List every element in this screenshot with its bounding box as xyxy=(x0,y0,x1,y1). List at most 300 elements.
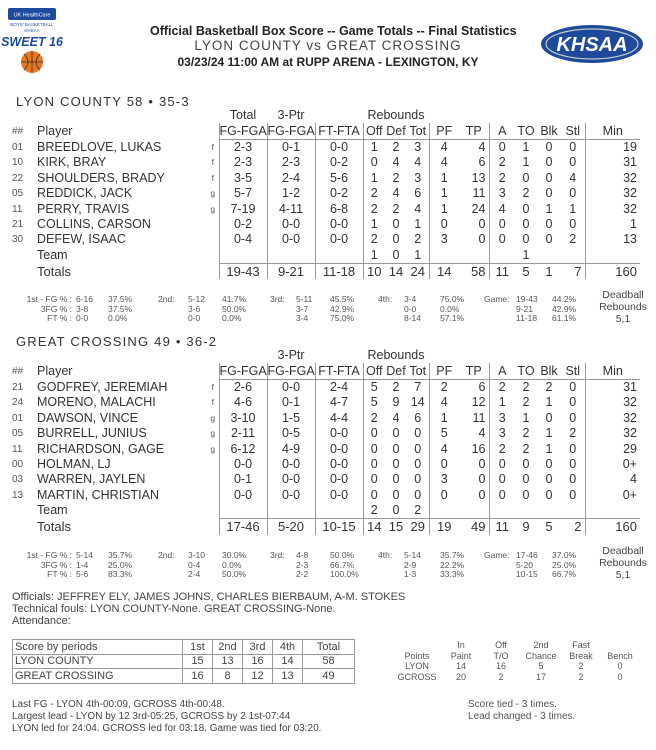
total-a: 11 xyxy=(489,519,515,535)
stat-tot: 1 xyxy=(414,216,422,231)
header-fg: FG-FGA xyxy=(219,363,267,378)
pct-value: 35.7% xyxy=(440,550,465,560)
spacer xyxy=(207,248,219,264)
stat-tot: 0 xyxy=(414,472,422,487)
score-tied-note: Score tied - 3 times. xyxy=(468,699,557,710)
stat-ft: 0-0 xyxy=(315,426,363,441)
pct-value: 17-46 xyxy=(516,550,538,560)
stat-pts: 6 xyxy=(478,379,486,394)
header-total xyxy=(219,348,267,363)
stat-to: 0 xyxy=(522,170,530,185)
stat-min: 4 xyxy=(585,472,640,487)
pct-value: 3-4 xyxy=(404,294,417,304)
spacer xyxy=(37,108,207,123)
total-ft: 10-15 xyxy=(315,519,363,535)
player-number: 21 xyxy=(12,381,24,393)
header-fg: FG-FGA xyxy=(219,123,267,138)
stat-ft: 4-4 xyxy=(315,411,363,426)
stat-min: 31 xyxy=(585,379,640,395)
player-name: SHOULDERS, BRADY xyxy=(37,170,165,185)
player-number: 01 xyxy=(12,141,24,153)
stat-def: 4 xyxy=(392,186,400,201)
total-to: 5 xyxy=(515,263,537,279)
pct-value: 37.0% xyxy=(552,550,577,560)
stat-blk: 0 xyxy=(545,487,553,502)
pct-value: 3FG % : xyxy=(40,303,72,314)
stat-blk: 0 xyxy=(545,456,553,471)
spacer xyxy=(207,503,219,519)
points-breakdown-table xyxy=(394,640,640,682)
stat-tot: 6 xyxy=(414,410,422,425)
total-ft: 11-18 xyxy=(315,263,363,279)
stat-def: 0 xyxy=(392,426,400,441)
header-tp: FG-FGA xyxy=(267,363,315,378)
player-position xyxy=(207,232,219,247)
pct-value: 0-0 xyxy=(404,303,417,314)
period-header: 3rd xyxy=(243,640,273,655)
stat-off: 1 xyxy=(363,139,385,155)
player-position: f xyxy=(211,381,214,392)
team-row-label: Team xyxy=(37,247,68,262)
stat-stl: 0 xyxy=(569,410,577,425)
period-header: 4th xyxy=(273,640,303,655)
spacer xyxy=(537,108,561,123)
total-min: 160 xyxy=(585,263,640,279)
spacer xyxy=(489,108,515,123)
stat-pts: 4 xyxy=(478,426,486,441)
stat-def: 0 xyxy=(392,232,400,247)
period-header: Score by periods xyxy=(13,640,183,655)
total-off: 14 xyxy=(363,519,385,535)
stat-def: 2 xyxy=(392,170,400,185)
stat-off: 0 xyxy=(363,426,385,441)
stat-ft: 0-0 xyxy=(315,217,363,232)
points-value: 0 xyxy=(617,671,623,682)
header-3ptr: 3-Ptr xyxy=(277,108,305,123)
stat-tot: 3 xyxy=(414,139,422,154)
stat-fg: 6-12 xyxy=(219,441,267,456)
stat-tp: 4-9 xyxy=(267,441,315,456)
pct-value: 83.3% xyxy=(108,569,133,579)
stat-ft: 0-0 xyxy=(315,472,363,487)
stat-to: 2 xyxy=(522,186,530,201)
total-def: 15 xyxy=(385,519,407,535)
team-off: 2 xyxy=(363,503,385,519)
stat-def: 0 xyxy=(392,441,400,456)
stat-min: 13 xyxy=(585,232,640,247)
points-header: Fast xyxy=(572,640,590,651)
team-a xyxy=(489,503,515,519)
period-score: 16 xyxy=(243,654,273,669)
team-fg xyxy=(219,248,267,264)
stat-off: 2 xyxy=(363,411,385,426)
team-min xyxy=(585,503,640,519)
stat-blk: 2 xyxy=(545,379,553,394)
stat-tp: 2-3 xyxy=(267,155,315,170)
player-name: PERRY, TRAVIS xyxy=(37,201,130,216)
header-stl: Stl xyxy=(561,363,585,379)
stat-min: 32 xyxy=(585,201,640,216)
table-row xyxy=(12,217,640,232)
table-row xyxy=(12,232,640,247)
pct-value: 4th: xyxy=(378,550,393,560)
stat-tp: 0-1 xyxy=(267,395,315,410)
svg-text:UK HealthCare: UK HealthCare xyxy=(13,12,51,19)
largest-lead-line: Largest lead - LYON by 12 3rd-05:25, GCROSS by 2 1st-07:44 xyxy=(12,711,291,722)
player-number: 21 xyxy=(12,218,24,230)
stat-tot: 14 xyxy=(410,395,425,410)
stat-tot: 2 xyxy=(414,232,422,247)
stat-tp: 0-0 xyxy=(267,457,315,472)
deadball-rebounds: Deadball xyxy=(602,289,644,301)
table-row xyxy=(12,457,640,472)
spacer xyxy=(12,108,37,123)
stat-tot: 4 xyxy=(414,201,422,216)
spacer xyxy=(207,519,219,535)
team-title: LYON COUNTY 58 • 35-3 xyxy=(16,94,190,109)
stat-def: 0 xyxy=(392,487,400,502)
pct-value: 3-6 xyxy=(188,303,201,314)
table-row xyxy=(13,669,355,684)
team-pf xyxy=(429,503,459,519)
stat-stl: 2 xyxy=(569,426,577,441)
stat-ft: 0-0 xyxy=(315,457,363,472)
points-value: 16 xyxy=(495,661,506,672)
pct-value: 0.0% xyxy=(222,559,242,570)
stat-tp: 4-11 xyxy=(267,201,315,216)
stat-def: 0 xyxy=(392,216,400,231)
player-position xyxy=(207,217,219,232)
total-tot: 24 xyxy=(407,263,429,279)
stat-fg: 0-1 xyxy=(219,472,267,487)
pct-value: 44.2% xyxy=(552,294,577,304)
pct-value: 5-12 xyxy=(188,294,206,304)
pct-value: 75.0% xyxy=(330,313,355,323)
pct-value: 9-21 xyxy=(516,303,534,314)
stat-ft: 5-6 xyxy=(315,171,363,186)
stat-blk: 0 xyxy=(545,216,553,231)
table-row xyxy=(12,411,640,426)
stat-a: 4 xyxy=(489,201,515,216)
stat-to: 2 xyxy=(522,395,530,410)
stat-fg: 4-6 xyxy=(219,395,267,410)
spacer xyxy=(12,348,37,363)
table-row xyxy=(12,186,640,201)
points-value: 20 xyxy=(455,671,466,682)
stat-tp: 2-4 xyxy=(267,171,315,186)
team-blk xyxy=(537,503,561,519)
pct-value: 30.0% xyxy=(222,550,247,560)
game-date-venue: 03/23/24 11:00 AM at RUPP ARENA - LEXINGTON, KY xyxy=(177,55,479,69)
pct-value: 0-0 xyxy=(76,313,89,323)
pct-value: 2-2 xyxy=(296,569,309,579)
header-stl: Stl xyxy=(561,123,585,139)
pct-value: 61.1% xyxy=(552,313,577,323)
total-blk: 1 xyxy=(537,263,561,279)
stat-a: 0 xyxy=(489,139,515,155)
deadball-rebounds: Deadball xyxy=(602,545,644,557)
player-number: 05 xyxy=(12,428,24,440)
stat-pts: 0 xyxy=(478,487,486,502)
points-value: 2 xyxy=(498,671,504,682)
stat-min: 32 xyxy=(585,186,640,201)
pct-value: 3-4 xyxy=(296,313,309,323)
stat-def: 0 xyxy=(392,472,400,487)
header-tp: FG-FGA xyxy=(267,123,315,138)
player-number: 01 xyxy=(12,412,24,424)
pct-value: 5-11 xyxy=(296,294,313,304)
stat-pf: 1 xyxy=(429,186,459,201)
pct-value: 3-10 xyxy=(188,550,206,560)
spacer xyxy=(585,108,640,123)
deadball-rebounds: 5,1 xyxy=(615,569,631,581)
stat-off: 1 xyxy=(363,217,385,232)
pct-value: Game: xyxy=(484,550,510,560)
header-player: Player xyxy=(37,363,73,378)
player-position: f xyxy=(211,397,214,408)
stat-stl: 0 xyxy=(569,395,577,410)
team-fg xyxy=(219,503,267,519)
deadball-rebounds: Rebounds xyxy=(599,301,647,313)
player-name: DAWSON, VINCE xyxy=(37,410,138,425)
total-to: 9 xyxy=(515,519,537,535)
pct-value: 50.0% xyxy=(330,550,355,560)
player-name: MORENO, MALACHI xyxy=(37,395,156,410)
period-score: 13 xyxy=(213,654,243,669)
points-value: 14 xyxy=(455,661,466,672)
stat-blk: 0 xyxy=(545,232,553,247)
points-team: GCROSS xyxy=(397,671,437,682)
team-pts xyxy=(459,503,489,519)
header-num: ## xyxy=(12,125,24,137)
spacer xyxy=(12,519,37,535)
stat-def: 2 xyxy=(392,139,400,154)
spacer xyxy=(12,503,37,519)
total-min: 160 xyxy=(585,519,640,535)
pct-value: 11-18 xyxy=(516,313,538,323)
total-tp: 5-20 xyxy=(267,519,315,535)
stat-blk: 1 xyxy=(545,201,553,216)
player-name: WARREN, JAYLEN xyxy=(37,472,146,487)
stat-pf: 2 xyxy=(429,379,459,395)
points-value: 5 xyxy=(538,661,544,672)
player-name: MARTIN, CHRISTIAN xyxy=(37,487,159,502)
stat-def: 2 xyxy=(392,201,400,216)
points-value: 2 xyxy=(578,661,584,672)
team-pf xyxy=(429,248,459,264)
header-3ptr: 3-Ptr xyxy=(277,348,305,363)
stat-tp: 0-0 xyxy=(267,488,315,503)
total-stl: 7 xyxy=(561,263,585,279)
stat-blk: 0 xyxy=(545,170,553,185)
spacer xyxy=(207,108,219,123)
table-row xyxy=(12,379,640,395)
pct-value: 42.9% xyxy=(330,303,355,314)
stat-tot: 6 xyxy=(414,186,422,201)
stat-fg: 0-2 xyxy=(219,217,267,232)
pct-value: 2nd: xyxy=(158,294,175,304)
stat-pf: 5 xyxy=(429,426,459,441)
stat-to: 0 xyxy=(522,487,530,502)
player-position: g xyxy=(210,188,216,199)
header-blk: Blk xyxy=(537,123,561,139)
header-pf: PF xyxy=(429,363,459,379)
stat-a: 0 xyxy=(489,457,515,472)
total-def: 14 xyxy=(385,263,407,279)
pct-value: 3rd: xyxy=(270,550,285,560)
player-name: GODFREY, JEREMIAH xyxy=(37,379,168,394)
spacer xyxy=(585,348,640,363)
pct-value: 22.2% xyxy=(440,559,465,570)
table-row xyxy=(12,426,640,441)
pct-value: 19-43 xyxy=(516,294,538,304)
pct-value: 3-8 xyxy=(76,303,89,314)
points-header: Bench xyxy=(607,650,633,661)
stat-fg: 3-5 xyxy=(219,171,267,186)
stat-a: 3 xyxy=(489,411,515,426)
player-number: 24 xyxy=(12,397,24,409)
stat-off: 5 xyxy=(363,395,385,410)
lead-time-line: LYON led for 24:04. GCROSS led for 03:18. Game was tied for 03:20. xyxy=(12,723,322,734)
team-stl xyxy=(561,503,585,519)
stat-pf: 3 xyxy=(429,232,459,247)
stat-a: 3 xyxy=(489,426,515,441)
pct-value: 37.5% xyxy=(108,303,133,314)
header-player: Player xyxy=(37,123,73,138)
pct-value: 5-14 xyxy=(404,550,422,560)
pct-value: 1st - FG % : xyxy=(26,294,72,304)
stat-pf: 3 xyxy=(429,472,459,487)
stat-blk: 1 xyxy=(545,395,553,410)
stat-a: 2 xyxy=(489,155,515,170)
totals-row xyxy=(12,263,640,279)
stat-min: 32 xyxy=(585,411,640,426)
player-number: 30 xyxy=(12,234,24,246)
table-row xyxy=(12,441,640,456)
player-name: RICHARDSON, GAGE xyxy=(37,441,165,456)
team-min xyxy=(585,248,640,264)
stat-blk: 1 xyxy=(545,426,553,441)
header-min: Min xyxy=(585,363,640,379)
player-position xyxy=(207,488,219,503)
pct-value: 0.0% xyxy=(440,303,460,314)
table-row xyxy=(12,171,640,186)
stat-stl: 0 xyxy=(569,155,577,170)
spacer xyxy=(315,108,363,123)
table-row xyxy=(13,654,355,669)
spacer xyxy=(429,348,459,363)
player-position xyxy=(207,472,219,487)
totals-row xyxy=(12,519,640,535)
period-header: 1st xyxy=(183,640,213,655)
spacer xyxy=(561,108,585,123)
header-off: Off xyxy=(363,123,385,139)
pct-value: 1-3 xyxy=(404,569,417,579)
totals-label: Totals xyxy=(37,263,71,279)
pct-value: 4th: xyxy=(378,294,393,304)
pct-value: 8-14 xyxy=(404,313,422,323)
stat-fg: 7-19 xyxy=(219,201,267,216)
points-value: 0 xyxy=(617,661,623,672)
pct-value: 66.7% xyxy=(552,569,577,579)
stat-a: 0 xyxy=(489,488,515,503)
period-score: 15 xyxy=(183,654,213,669)
stat-off: 0 xyxy=(363,441,385,456)
stat-to: 2 xyxy=(522,441,530,456)
stat-ft: 0-0 xyxy=(315,441,363,456)
khsaa-logo xyxy=(540,22,645,66)
player-name: DEFEW, ISAAC xyxy=(37,232,126,247)
team-to xyxy=(515,503,537,519)
stat-fg: 3-10 xyxy=(219,411,267,426)
technical-fouls-line: Technical fouls: LYON COUNTY-None. GREAT CROSSING-None. xyxy=(12,603,336,615)
lead-changed-note: Lead changed - 3 times. xyxy=(468,711,576,722)
stat-stl: 0 xyxy=(569,456,577,471)
pct-value: 2nd: xyxy=(158,550,175,560)
team-tot: 1 xyxy=(414,247,422,262)
team-off: 1 xyxy=(363,248,385,264)
stat-tp: 0-1 xyxy=(267,139,315,155)
team-a xyxy=(489,248,515,264)
stat-fg: 5-7 xyxy=(219,186,267,201)
stat-pts: 12 xyxy=(471,395,486,410)
stat-off: 2 xyxy=(363,201,385,216)
pct-value: 41.7% xyxy=(222,294,247,304)
stat-pts: 0 xyxy=(478,456,486,471)
stat-pts: 24 xyxy=(471,201,486,216)
stat-min: 0+ xyxy=(585,488,640,503)
stat-to: 0 xyxy=(522,216,530,231)
stat-def: 9 xyxy=(392,395,400,410)
stat-ft: 0-2 xyxy=(315,186,363,201)
stat-stl: 0 xyxy=(569,379,577,394)
player-position: f xyxy=(211,157,214,168)
stat-a: 1 xyxy=(489,395,515,410)
stat-min: 31 xyxy=(585,155,640,170)
totals-label: Totals xyxy=(37,519,71,535)
stat-stl: 0 xyxy=(569,487,577,502)
spacer xyxy=(12,248,37,264)
pct-value: 2-4 xyxy=(188,569,201,579)
pct-value: Game: xyxy=(484,294,510,304)
svg-text:BOYS' BASKETBALL: BOYS' BASKETBALL xyxy=(10,22,54,27)
pct-value: 3rd: xyxy=(270,294,285,304)
pct-value: 37.5% xyxy=(108,294,133,304)
total-stl: 2 xyxy=(561,519,585,535)
pct-value: 0.0% xyxy=(108,313,128,323)
stat-stl: 4 xyxy=(569,170,577,185)
deadball-rebounds: Rebounds xyxy=(599,557,647,569)
player-name: COLLINS, CARSON xyxy=(37,216,151,231)
pct-value: 0-4 xyxy=(188,559,201,570)
points-header: 2nd xyxy=(533,640,549,651)
stat-ft: 4-7 xyxy=(315,395,363,410)
stat-off: 1 xyxy=(363,171,385,186)
period-header: Total xyxy=(303,640,355,655)
stat-off: 0 xyxy=(363,472,385,487)
team-blk xyxy=(537,248,561,264)
stat-a: 0 xyxy=(489,472,515,487)
stat-pf: 4 xyxy=(429,139,459,155)
player-position: g xyxy=(210,428,216,439)
stat-pf: 0 xyxy=(429,488,459,503)
stat-blk: 0 xyxy=(545,472,553,487)
stat-pts: 16 xyxy=(471,441,486,456)
spacer xyxy=(515,108,537,123)
stat-blk: 1 xyxy=(545,441,553,456)
stat-pts: 6 xyxy=(478,155,486,170)
stat-fg: 2-6 xyxy=(219,379,267,395)
